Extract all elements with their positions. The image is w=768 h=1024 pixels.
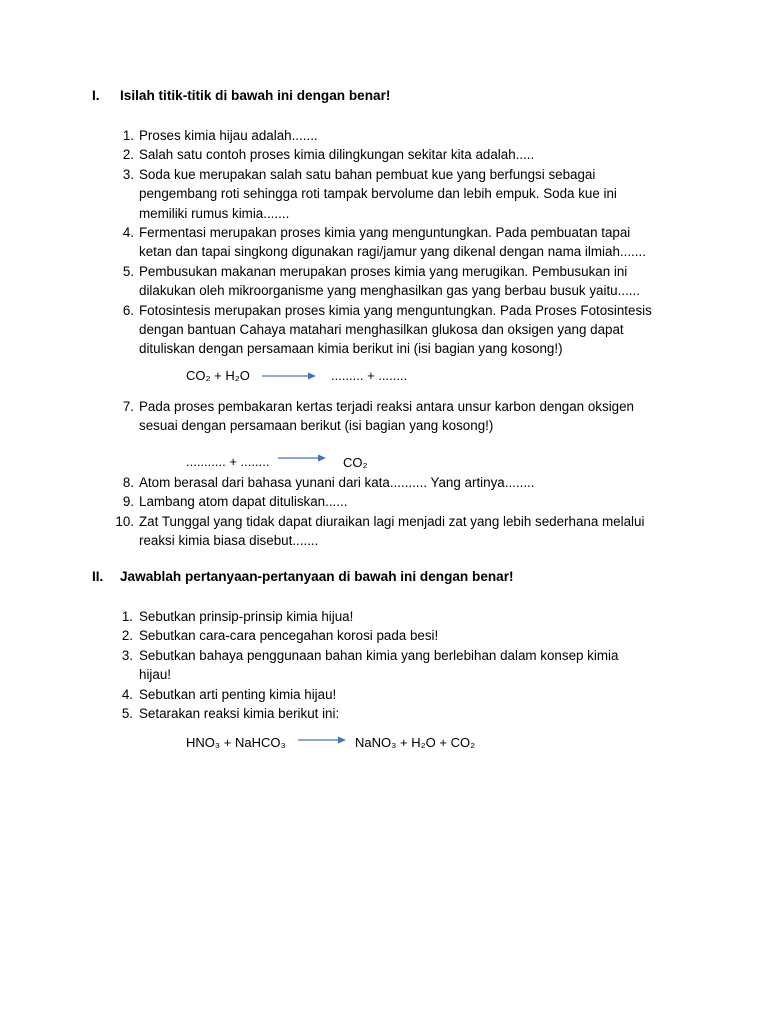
item-number: 10. [115, 513, 134, 529]
item-number: 2. [122, 147, 134, 163]
item-text: Salah satu contoh proses kimia dilingkungan sekitar kita adalah..... [139, 147, 535, 163]
item-text: Sebutkan cara-cara pencegahan korosi pada besi! [139, 628, 439, 644]
item-number: 8. [122, 474, 134, 490]
item-number: 3. [121, 647, 133, 663]
item-text: ketan dan tapai singkong digunakan ragi/jamur yang dikenal dengan nama ilmiah....... [139, 244, 646, 260]
section-1-numeral: I. [92, 88, 100, 103]
item-text: Pada proses pembakaran kertas terjadi reaksi antara unsur karbon dengan oksigen [139, 399, 635, 414]
section-1-title: Isilah titik-titik di bawah ini dengan benar! [120, 88, 391, 103]
reaction-arrow-icon [278, 453, 326, 463]
item-number: 3. [122, 166, 134, 182]
item-number: 7. [122, 399, 134, 414]
item-text: dituliskan dengan persamaan kimia berikut ini (isi bagian yang kosong!) [139, 341, 563, 357]
item-number: 9. [122, 494, 134, 510]
item-text: Fermentasi merupakan proses kimia yang menguntungkan. Pada pembuatan tapai [139, 225, 631, 240]
item-number: 1. [122, 128, 134, 143]
equation-6-products: ......... + ........ [331, 368, 408, 383]
item-text: Soda kue merupakan salah satu bahan pembuat kue yang berfungsi sebagai [139, 166, 596, 182]
item-text: memiliki rumus kimia....... [139, 205, 290, 221]
item-text: dilakukan oleh mikroorganisme yang menghasilkan gas yang berbau busuk yaitu...... [139, 283, 640, 299]
section-2-title: Jawablah pertanyaan-pertanyaan di bawah ini dengan benar! [120, 569, 514, 584]
item-number: 5. [122, 263, 134, 279]
item-text: Zat Tunggal yang tidak dapat diuraikan lagi menjadi zat yang lebih sederhana melalui [139, 513, 645, 529]
item-text: hijau! [139, 667, 172, 683]
item-number: 1. [121, 609, 133, 624]
item-number: 4. [121, 686, 133, 702]
item-text: pengembang roti sehingga roti tampak bervolume dan lebih empuk. Soda kue ini [139, 186, 617, 202]
section-2-numeral: II. [92, 569, 104, 584]
section-1-heading [92, 88, 390, 103]
reaction-arrow-icon [262, 371, 316, 381]
item-text: Atom berasal dari bahasa yunani dari kata.......... Yang artinya........ [139, 474, 535, 490]
item-text: Setarakan reaksi kimia berikut ini: [139, 706, 340, 721]
equation-7-products: CO₂ [343, 455, 368, 470]
equation-ii5-reactants: HNO₃ + NaHCO₃ [186, 735, 286, 750]
item-text: sesuai dengan persamaan berikut (isi bagian yang kosong!) [139, 418, 494, 434]
item-text: reaksi kimia biasa disebut....... [139, 533, 319, 548]
item-text: dengan bantuan Cahaya matahari menghasilkan glukosa dan oksigen yang dapat [139, 322, 624, 337]
reaction-arrow-icon [298, 735, 346, 745]
equation-ii5-products: NaNO₃ + H₂O + CO₂ [355, 735, 476, 750]
item-text: Pembusukan makanan merupakan proses kimia yang merugikan. Pembusukan ini [139, 263, 628, 279]
item-text: Lambang atom dapat dituliskan...... [139, 494, 348, 510]
equation-7-reactants: ........... + ........ [186, 454, 270, 469]
item-text: Sebutkan arti penting kimia hijau! [139, 686, 337, 702]
item-text: Fotosintesis merupakan proses kimia yang menguntungkan. Pada Proses Fotosintesis [139, 302, 652, 318]
item-number: 2. [121, 628, 133, 644]
item-number: 4. [122, 225, 134, 240]
item-text: Sebutkan prinsip-prinsip kimia hijua! [139, 609, 354, 624]
section-2-heading [92, 569, 514, 584]
item-number: 6. [122, 302, 134, 318]
equation-6-reactants: CO₂ + H₂O [186, 368, 250, 383]
item-number: 5. [121, 706, 133, 721]
item-text: Sebutkan bahaya penggunaan bahan kimia yang berlebihan dalam konsep kimia [139, 647, 619, 663]
item-text: Proses kimia hijau adalah....... [139, 128, 318, 143]
